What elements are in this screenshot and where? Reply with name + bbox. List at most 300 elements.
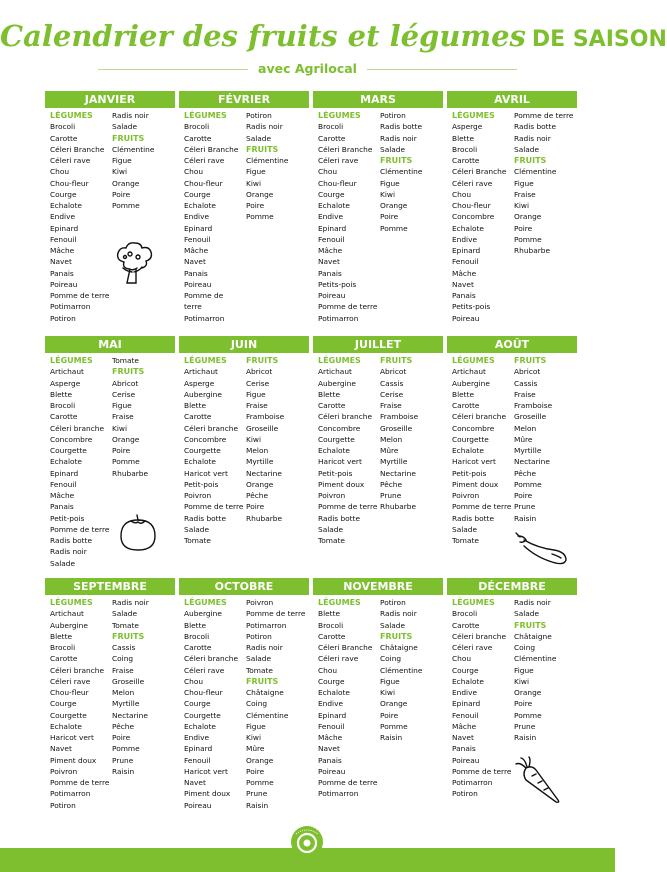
category-label: LÉGUMES — [452, 356, 495, 365]
category-label: FRUITS — [112, 367, 145, 377]
produce-item: Radis noir — [50, 547, 87, 557]
produce-item: Navet — [318, 257, 340, 267]
produce-item: Aubergine — [184, 609, 222, 619]
produce-item: Echalote — [452, 446, 484, 455]
produce-item: Pomme de terre — [318, 502, 378, 512]
produce-column — [318, 355, 377, 546]
produce-item: Pomme de terre — [184, 502, 244, 512]
produce-item: Endive — [184, 733, 210, 742]
produce-column — [452, 355, 511, 546]
produce-item: Salade — [246, 133, 272, 143]
produce-item: Tomate — [318, 536, 345, 545]
produce-item: Clémentine — [246, 156, 289, 165]
produce-item: Céleri rave — [184, 665, 225, 675]
produce-item: Céleri branche — [50, 423, 104, 433]
produce-item: Radis noir — [112, 598, 149, 607]
produce-item: Kiwi — [112, 167, 127, 177]
produce-item: Céleri branche — [184, 423, 238, 433]
produce-item: Epinard — [452, 246, 481, 255]
produce-item: Navet — [318, 744, 340, 754]
produce-item: Framboise — [380, 412, 419, 422]
produce-item: Kiwi — [112, 423, 127, 433]
category-label: FRUITS — [112, 631, 145, 641]
produce-item: Salade — [380, 620, 406, 630]
produce-item: Carotte — [452, 156, 480, 165]
produce-item: Poireau — [318, 291, 346, 300]
produce-item: Salade — [514, 609, 540, 619]
produce-item: Petit-pois — [452, 468, 487, 478]
produce-item: Tomate — [112, 620, 139, 630]
produce-item: Fenouil — [50, 479, 77, 489]
produce-item: Echalote — [318, 688, 350, 697]
month-block — [313, 578, 443, 799]
produce-item: Fraise — [514, 189, 536, 199]
produce-item: Courgette — [318, 434, 355, 444]
produce-item: Céleri rave — [50, 156, 91, 165]
produce-column — [184, 355, 243, 546]
produce-item: Melon — [514, 423, 537, 433]
produce-item: Echalote — [184, 457, 216, 467]
produce-item: Pomme de terre — [50, 524, 110, 534]
produce-item: Poivron — [50, 766, 78, 776]
produce-column — [318, 110, 377, 324]
produce-item: Aubergine — [50, 620, 88, 630]
category-label: LÉGUMES — [452, 598, 495, 607]
produce-item: Salade — [184, 524, 210, 534]
produce-item: Courgette — [50, 710, 87, 720]
produce-item: Poireau — [318, 766, 346, 776]
produce-item: Radis botte — [514, 122, 557, 132]
month-block — [313, 91, 443, 323]
produce-column — [514, 597, 556, 743]
produce-item: Orange — [380, 699, 408, 709]
produce-item: Pêche — [246, 491, 269, 500]
produce-item: Rhubarbe — [112, 468, 149, 478]
produce-item: Echalote — [452, 223, 484, 233]
produce-item: Chou — [184, 676, 204, 686]
produce-item: Artichaut — [452, 367, 486, 377]
produce-item: Potimarron — [50, 302, 91, 312]
produce-item: Poire — [514, 223, 533, 233]
produce-column — [50, 597, 109, 811]
produce-item: Navet — [184, 778, 206, 787]
produce-item: Poireau — [184, 279, 212, 289]
category-label: LÉGUMES — [184, 111, 227, 120]
produce-item: Mâche — [452, 268, 477, 278]
produce-item: Pomme — [380, 223, 408, 233]
produce-item: Mâche — [50, 491, 75, 500]
produce-column — [452, 597, 511, 800]
produce-item: Potimarron — [184, 313, 225, 323]
produce-item: Carotte — [318, 401, 346, 410]
produce-item: Figue — [380, 676, 400, 686]
produce-item: Pomme de terre — [318, 302, 378, 312]
produce-item: Fenouil — [184, 755, 211, 765]
month-block — [447, 578, 577, 799]
produce-item: Navet — [50, 257, 72, 267]
produce-item: Cerise — [246, 378, 270, 388]
produce-item: Pomme — [246, 778, 274, 787]
produce-item: Echalote — [50, 457, 82, 467]
produce-item: Rhubarbe — [380, 502, 417, 512]
produce-item: Rhubarbe — [514, 246, 551, 255]
produce-item: Céleri rave — [318, 654, 359, 664]
produce-item: Courgette — [452, 434, 489, 444]
produce-item: Fraise — [380, 401, 402, 410]
month-header: JANVIER — [45, 91, 175, 108]
produce-item: Potiron — [452, 789, 478, 799]
produce-item: Mûre — [380, 446, 399, 455]
produce-item: Radis noir — [380, 133, 417, 143]
produce-item: Brocoli — [184, 631, 210, 641]
produce-item: Pomme de terre — [514, 111, 574, 120]
produce-item: Groseille — [514, 412, 547, 422]
subtitle-text: avec Agrilocal — [258, 61, 357, 76]
produce-column — [514, 110, 573, 256]
agrilocal-logo — [290, 825, 324, 859]
produce-item: Clémentine — [514, 167, 557, 177]
produce-item: Céleri branche — [184, 654, 238, 664]
produce-item: Pomme — [112, 744, 140, 754]
produce-item: Châtaigne — [246, 688, 284, 697]
produce-item: Céleri branche — [50, 665, 104, 675]
produce-item: Panais — [318, 755, 342, 765]
produce-item: Figue — [112, 401, 132, 410]
produce-item: Orange — [112, 178, 140, 188]
produce-item: Framboise — [514, 401, 553, 410]
produce-item: Pêche — [112, 721, 135, 731]
produce-item: Pomme — [514, 234, 542, 244]
produce-item: Nectarine — [514, 457, 550, 467]
month-header: AOÛT — [447, 336, 577, 353]
produce-item: Poireau — [452, 755, 480, 765]
produce-item: Courge — [318, 189, 345, 199]
produce-item: Fraise — [112, 665, 134, 675]
produce-item: Concombre — [184, 434, 227, 444]
produce-item: Epinard — [184, 744, 213, 754]
produce-item: Piment doux — [50, 755, 97, 765]
produce-item: Echalote — [452, 676, 484, 686]
broccoli-icon — [110, 242, 158, 286]
produce-item: Myrtille — [380, 457, 408, 467]
category-label: FRUITS — [246, 144, 279, 154]
produce-item: Radis noir — [246, 122, 283, 132]
produce-item: Châtaigne — [380, 643, 418, 652]
produce-item: Mûre — [514, 434, 533, 444]
produce-item: Petit-pois — [318, 468, 353, 478]
produce-item: Orange — [246, 479, 274, 489]
month-header: JUILLET — [313, 336, 443, 353]
category-label: FRUITS — [380, 156, 413, 165]
produce-item: Mâche — [452, 721, 477, 731]
produce-item: Blette — [50, 631, 73, 641]
produce-item: Kiwi — [246, 434, 261, 444]
produce-item: Abricot — [380, 367, 407, 377]
month-header: MARS — [313, 91, 443, 108]
produce-item: Prune — [246, 789, 268, 799]
produce-item: Melon — [246, 446, 269, 455]
category-label: LÉGUMES — [318, 598, 361, 607]
produce-item: Blette — [452, 133, 475, 143]
produce-item: Cerise — [112, 389, 136, 399]
produce-item: Abricot — [112, 378, 139, 388]
produce-item: Poireau — [452, 313, 480, 323]
produce-item: Salade — [514, 144, 540, 154]
produce-item: Raisin — [246, 800, 269, 810]
produce-item: Pomme — [112, 457, 140, 467]
produce-item: Tomate — [452, 536, 479, 545]
produce-item: Radis noir — [514, 598, 551, 607]
produce-item: Courgette — [184, 710, 221, 720]
produce-item: Raisin — [112, 766, 135, 776]
produce-item: Potimarron — [318, 313, 359, 323]
produce-column — [112, 597, 149, 777]
produce-item: Coing — [112, 654, 134, 664]
produce-item: Courge — [50, 189, 77, 199]
produce-item: Carotte — [50, 654, 78, 664]
subtitle — [0, 61, 615, 76]
produce-item: Panais — [184, 268, 208, 278]
produce-item: Chou — [50, 167, 70, 177]
produce-item: Artichaut — [184, 367, 218, 377]
month-header: NOVEMBRE — [313, 578, 443, 595]
tomato-icon — [117, 512, 159, 554]
produce-item: Nectarine — [380, 468, 416, 478]
produce-item: Echalote — [50, 201, 82, 210]
produce-item: Echalote — [318, 446, 350, 455]
produce-item: Concombre — [318, 423, 361, 433]
month-header: OCTOBRE — [179, 578, 309, 595]
produce-item: Orange — [246, 755, 274, 765]
produce-column — [50, 110, 109, 324]
produce-item: terre — [184, 302, 202, 312]
produce-item: Kiwi — [380, 189, 395, 199]
produce-item: Aubergine — [452, 378, 490, 388]
category-label: LÉGUMES — [50, 598, 93, 607]
produce-item: Artichaut — [318, 367, 352, 377]
produce-item: Kiwi — [246, 178, 261, 188]
produce-item: Radis botte — [50, 536, 93, 545]
produce-item: Salade — [380, 144, 406, 154]
category-label: FRUITS — [380, 631, 413, 641]
produce-item: Blette — [184, 401, 207, 410]
category-label: LÉGUMES — [50, 111, 93, 120]
category-label: LÉGUMES — [318, 111, 361, 120]
produce-item: Courge — [184, 189, 211, 199]
produce-item: Figue — [246, 167, 266, 177]
produce-item: Myrtille — [246, 457, 274, 467]
produce-item: Poire — [112, 446, 131, 455]
produce-item: Kiwi — [514, 676, 529, 686]
produce-item: Radis noir — [380, 609, 417, 619]
produce-item: Cassis — [380, 378, 404, 388]
month-block — [45, 578, 175, 810]
produce-item: Courgette — [184, 446, 221, 455]
produce-item: Céleri Branche — [318, 144, 373, 154]
produce-item: Rhubarbe — [246, 513, 283, 523]
month-block — [447, 91, 577, 323]
produce-item: Clémentine — [380, 167, 423, 177]
eggplant-icon — [512, 530, 570, 566]
produce-item: Courgette — [50, 446, 87, 455]
produce-item: Salade — [452, 524, 478, 534]
produce-item: Abricot — [246, 367, 273, 377]
produce-item: Petit-pois — [184, 479, 219, 489]
produce-item: Kiwi — [380, 688, 395, 697]
produce-item: Nectarine — [112, 710, 148, 720]
produce-item: Chou-fleur — [50, 178, 89, 188]
produce-item: Framboise — [246, 412, 285, 422]
produce-item: Tomate — [184, 536, 211, 545]
produce-item: Melon — [380, 434, 403, 444]
produce-item: Céleri rave — [452, 178, 493, 188]
produce-item: Mâche — [50, 246, 75, 255]
produce-item: Endive — [452, 688, 478, 697]
produce-item: Petits-pois — [318, 279, 357, 289]
produce-item: Echalote — [318, 201, 350, 210]
produce-item: Courge — [318, 676, 345, 686]
produce-item: Cassis — [112, 643, 136, 652]
produce-item: Salade — [246, 654, 272, 664]
produce-item: Brocoli — [452, 144, 478, 154]
category-label: LÉGUMES — [452, 111, 495, 120]
produce-item: Asperge — [452, 122, 483, 132]
produce-item: Echalote — [50, 721, 82, 731]
produce-item: Pêche — [514, 468, 537, 478]
produce-item: Pomme — [380, 721, 408, 731]
produce-item: Clémentine — [112, 144, 155, 154]
produce-item: Carotte — [318, 631, 346, 641]
category-label: FRUITS — [246, 356, 279, 365]
produce-item: Navet — [452, 279, 474, 289]
produce-item: Poire — [246, 201, 265, 210]
produce-item: Fenouil — [184, 234, 211, 244]
produce-item: Brocoli — [318, 620, 344, 630]
produce-item: Cassis — [514, 378, 538, 388]
produce-item: Kiwi — [246, 733, 261, 742]
produce-item: Potiron — [246, 111, 272, 120]
produce-item: Pomme de terre — [246, 609, 306, 619]
produce-item: Raisin — [514, 513, 537, 523]
month-header: AVRIL — [447, 91, 577, 108]
produce-item: Raisin — [514, 733, 537, 742]
produce-item: Potimarron — [452, 778, 493, 787]
produce-item: Céleri Branche — [50, 144, 105, 154]
produce-item: Groseille — [246, 423, 279, 433]
produce-item: Chou-fleur — [318, 178, 357, 188]
produce-item: Epinard — [50, 223, 79, 233]
produce-item: Poireau — [50, 279, 78, 289]
produce-item: Poire — [246, 502, 265, 512]
month-block — [313, 336, 443, 545]
produce-item: Artichaut — [50, 609, 84, 619]
produce-item: Céleri branche — [452, 412, 506, 422]
produce-item: Radis botte — [452, 513, 495, 523]
produce-item: Petit-pois — [50, 513, 85, 523]
produce-item: Pomme de terre — [50, 291, 110, 300]
produce-item: Fenouil — [452, 710, 479, 720]
produce-item: Potiron — [380, 111, 406, 120]
category-label: FRUITS — [112, 133, 145, 143]
produce-item: Epinard — [318, 223, 347, 233]
produce-item: Echalote — [184, 721, 216, 731]
month-header: JUIN — [179, 336, 309, 353]
produce-item: Chou — [452, 654, 472, 664]
produce-column — [184, 597, 238, 811]
produce-item: Poire — [380, 710, 399, 720]
produce-item: Radis botte — [184, 513, 227, 523]
produce-item: Poivron — [184, 491, 212, 500]
produce-item: Endive — [184, 212, 210, 222]
produce-item: Epinard — [452, 699, 481, 709]
produce-item: Salade — [112, 609, 138, 619]
produce-column — [318, 597, 377, 800]
produce-item: Myrtille — [514, 446, 542, 455]
produce-item: Pomme de terre — [50, 778, 110, 787]
produce-item: Artichaut — [50, 367, 84, 377]
produce-item: Concombre — [452, 423, 495, 433]
produce-item: Endive — [318, 699, 344, 709]
produce-item: Figue — [246, 721, 266, 731]
produce-item: Navet — [452, 733, 474, 742]
category-label: FRUITS — [246, 676, 279, 686]
produce-item: Groseille — [380, 423, 413, 433]
produce-item: Fenouil — [452, 257, 479, 267]
produce-item: Chou-fleur — [184, 178, 223, 188]
page-title — [0, 19, 667, 53]
produce-item: Poire — [514, 491, 533, 500]
produce-item: Carotte — [50, 133, 78, 143]
produce-item: Salade — [50, 558, 76, 568]
produce-item: Brocoli — [452, 609, 478, 619]
produce-item: Figue — [380, 178, 400, 188]
produce-item: Carotte — [184, 643, 212, 652]
produce-item: Poivron — [246, 598, 274, 607]
produce-item: Prune — [112, 755, 134, 765]
produce-item: Haricot vert — [184, 468, 228, 478]
produce-column — [112, 355, 148, 479]
produce-item: Poire — [112, 189, 131, 199]
produce-item: Orange — [380, 201, 408, 210]
produce-item: Courge — [184, 699, 211, 709]
produce-item: Pomme de terre — [318, 778, 378, 787]
produce-column — [246, 355, 284, 524]
produce-item: Haricot vert — [50, 733, 94, 742]
produce-item: Myrtille — [112, 699, 140, 709]
produce-item: Chou-fleur — [184, 688, 223, 697]
produce-item: Orange — [514, 688, 542, 697]
produce-item: Prune — [380, 491, 402, 500]
produce-item: Tomate — [246, 665, 273, 675]
produce-column — [246, 597, 305, 811]
month-header: DÉCEMBRE — [447, 578, 577, 595]
produce-column — [112, 110, 154, 211]
produce-item: Blette — [184, 620, 207, 630]
produce-item: Pomme — [112, 201, 140, 210]
produce-item: Orange — [246, 189, 274, 199]
produce-item: Poire — [246, 766, 265, 776]
category-label: LÉGUMES — [184, 356, 227, 365]
produce-item: Poireau — [184, 800, 212, 810]
produce-item: Orange — [514, 212, 542, 222]
produce-item: Potimarron — [50, 789, 91, 799]
produce-item: Radis botte — [380, 122, 423, 132]
produce-column — [380, 597, 422, 743]
produce-item: Radis noir — [112, 111, 149, 120]
produce-item: Courge — [50, 699, 77, 709]
produce-item: Chou — [184, 167, 204, 177]
produce-column — [380, 355, 418, 513]
